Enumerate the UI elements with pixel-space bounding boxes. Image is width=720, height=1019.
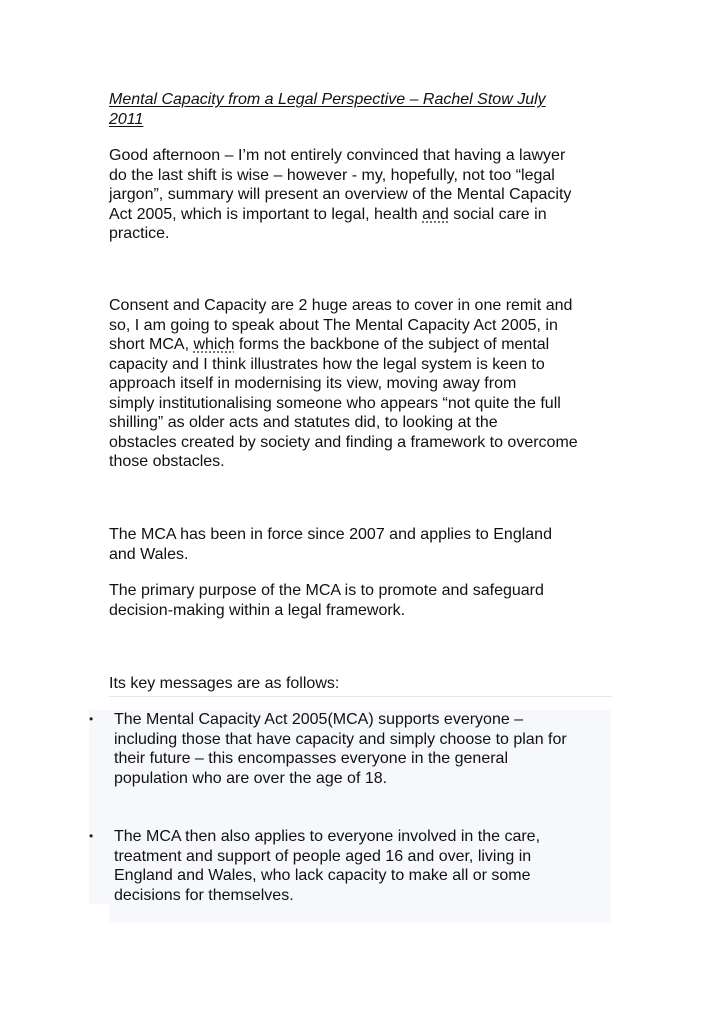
list-item: The Mental Capacity Act 2005(MCA) supports everyone – including those that have capacity and simply choose to plan for their future – this encompasses everyone in the general population who are over the age of 18. xyxy=(114,711,567,787)
intro-paragraph xyxy=(109,146,619,244)
consent-flagged-word: which xyxy=(193,336,235,353)
purpose-paragraph: The primary purpose of the MCA is to promote and safeguard decision-making within a legal framework. xyxy=(109,582,544,619)
intro-flagged-word: and xyxy=(422,205,449,223)
intro-text-end: social care in practice. xyxy=(109,205,547,242)
in-force-paragraph: The MCA has been in force since 2007 and applies to England and Wales. xyxy=(109,526,552,563)
document-title: Mental Capacity from a Legal Perspective – Rachel Stow July 2011 xyxy=(109,91,546,128)
intro-text-start: Good afternoon – I’m not entirely convinced that having a lawyer do the last shift is wise – however - my, hopefully, not too “legal jargon”, summary will present an overview of the Mental Capacity Act 2005, which is important to legal, health xyxy=(109,147,572,223)
key-messages-heading: Its key messages are as follows: xyxy=(109,674,612,697)
consent-text-end: forms the backbone of the subject of mental capacity and I think illustrates how the legal system is keen to approach itself in modernising its view, moving away from simply institutionalising someone who appears “not quite the full shilling” as older acts and statutes did, to looking at the obstacles created by society and finding a framework to overcome those obstacles. xyxy=(109,336,578,470)
list-item: The MCA then also applies to everyone involved in the care, treatment and support of people aged 16 and over, living in England and Wales, who lack capacity to make all or some decisions for themselves. xyxy=(114,828,541,904)
consent-paragraph xyxy=(109,296,619,472)
consent-text-start: Consent and Capacity are 2 huge areas to cover in one remit and so, I am going to speak about The Mental Capacity Act 2005, in short MCA, xyxy=(109,297,573,353)
bullet-icon: • xyxy=(89,829,94,843)
bullet-icon: • xyxy=(89,712,94,726)
list-shading-margin xyxy=(89,710,109,904)
